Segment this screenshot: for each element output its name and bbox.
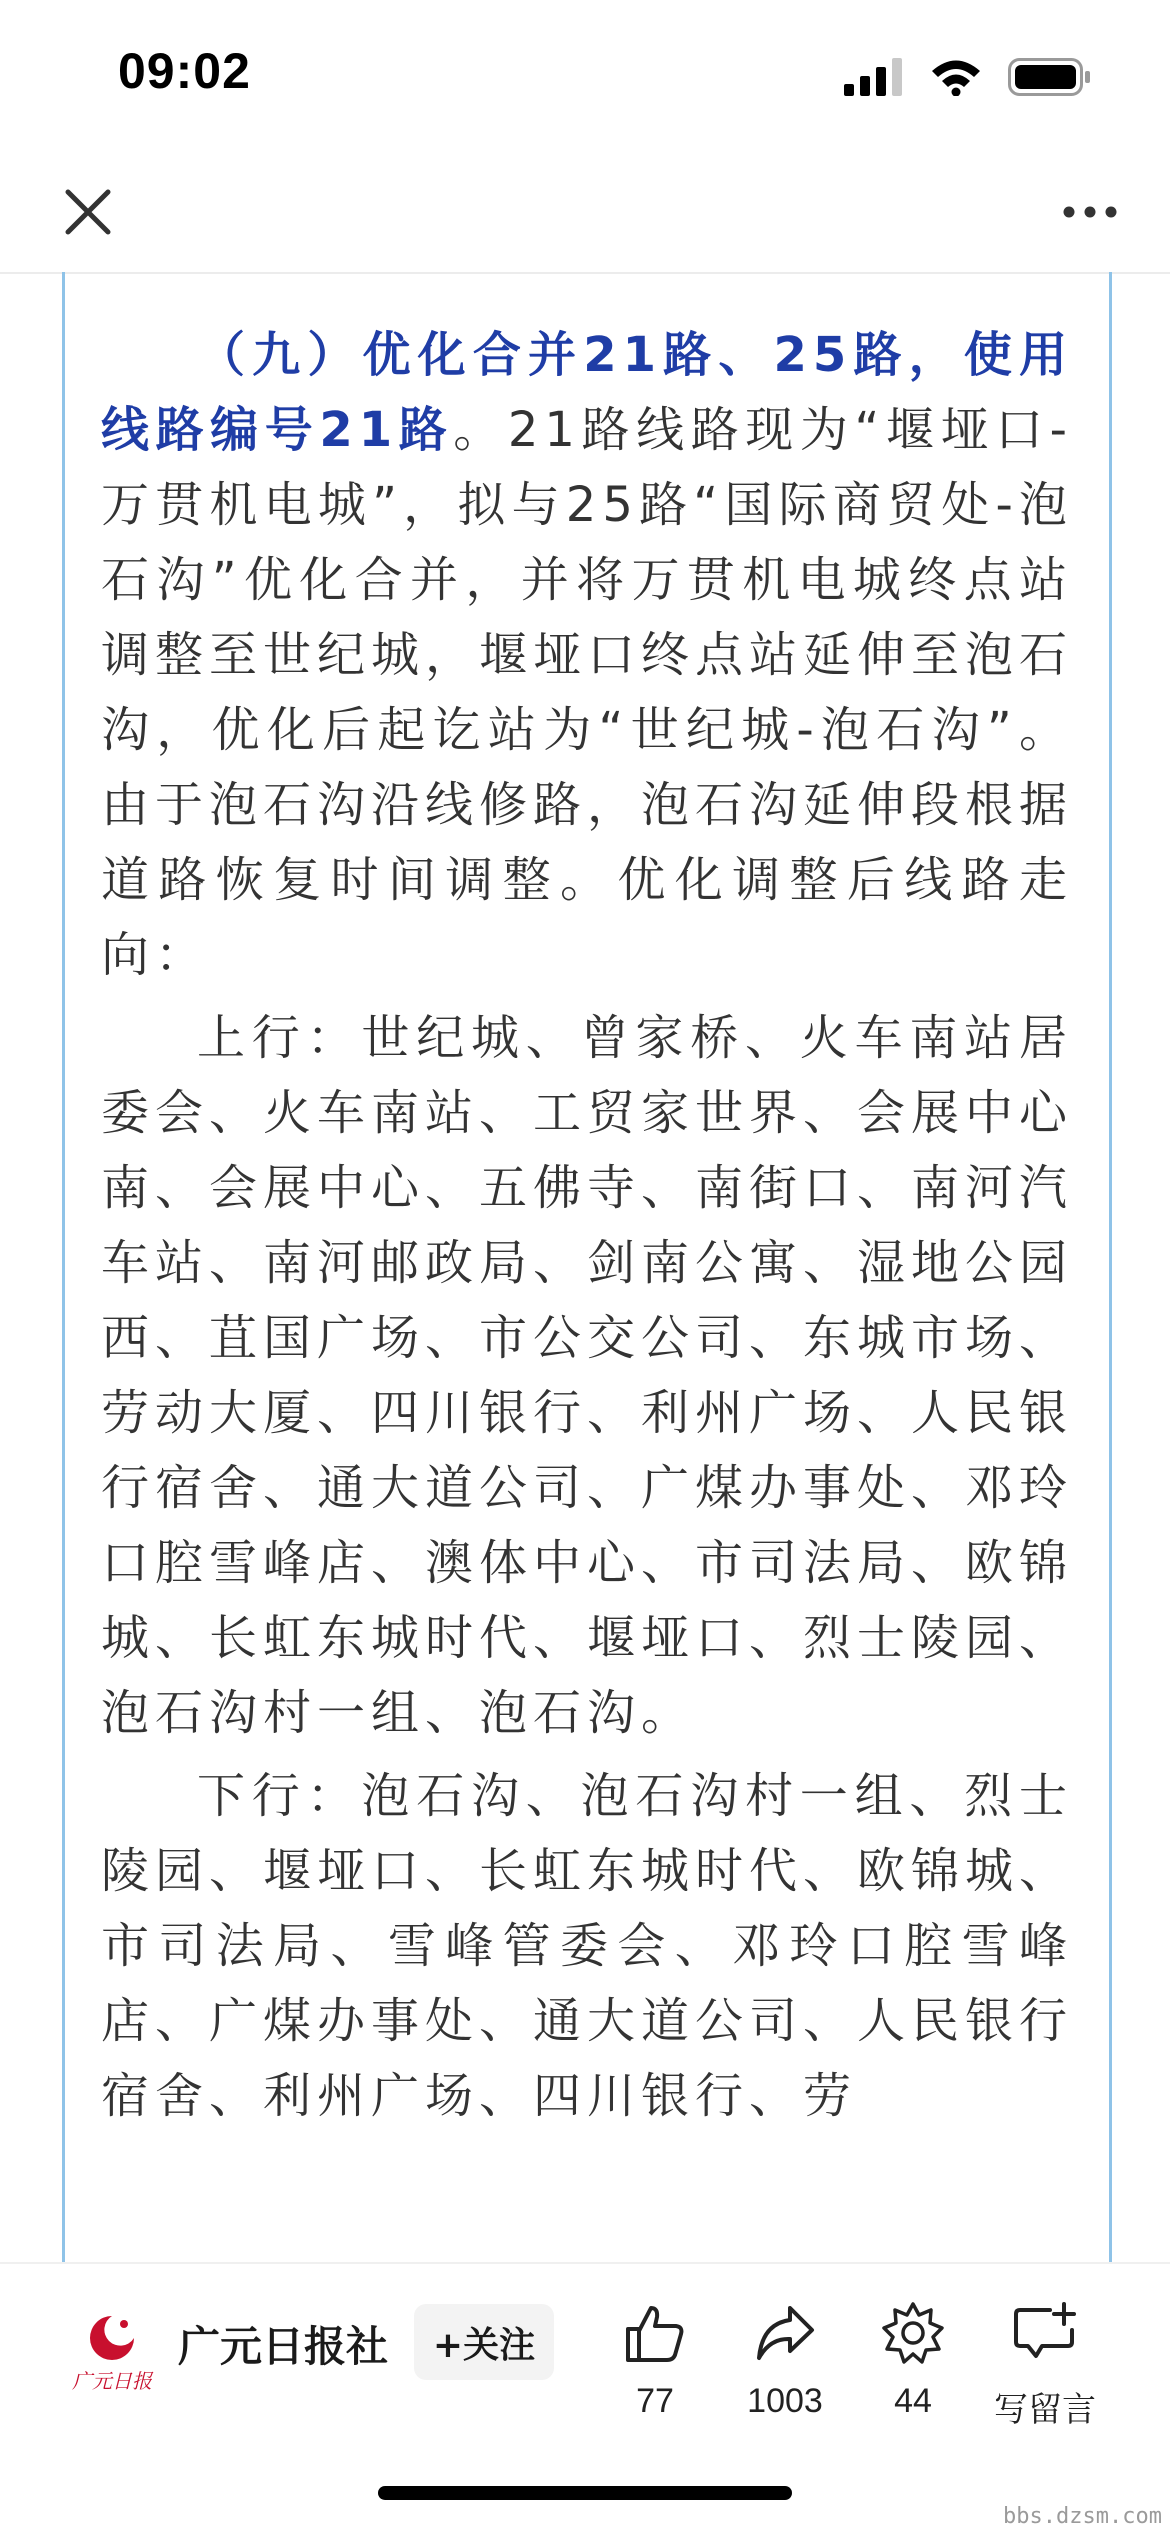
favorite-count: 44 <box>894 2382 932 2420</box>
share-count: 1003 <box>747 2382 823 2420</box>
like-button[interactable] <box>580 2296 730 2421</box>
home-indicator[interactable] <box>378 2486 792 2500</box>
publisher-logo[interactable] <box>62 2302 162 2402</box>
article-text <box>101 318 1073 2134</box>
battery-icon <box>1008 58 1092 100</box>
publisher-name[interactable]: 广元日报社 <box>178 2322 389 2371</box>
wow-icon <box>881 2301 945 2365</box>
article-paragraph-upbound: 上行：世纪城、曾家桥、火车南站居委会、火车南站、工贸家世界、会展中心南、会展中心、五佛寺、南街口、南河汽车站、南河邮政局、剑南公寓、湿地公园西、苴国广场、市公交公司、东城市场、劳动大厦、四川银行、利州广场、人民银行宿舍、通大道公司、广煤办事处、邓玲口腔雪峰店、澳体中心、市司法局、欧锦城、长虹东城时代、堰垭口、烈士陵园、泡石沟村一组、泡石沟。 <box>101 1010 1074 1741</box>
comment-button[interactable] <box>970 2296 1120 2431</box>
status-bar <box>0 0 1170 150</box>
close-icon <box>64 188 112 236</box>
comment-add-icon <box>1012 2302 1078 2364</box>
article-paragraph-downbound: 下行：泡石沟、泡石沟村一组、烈士陵园、堰垭口、长虹东城时代、欧锦城、市司法局、雪峰管委会、邓玲口腔雪峰店、广煤办事处、通大道公司、人民银行宿舍、利州广场、四川银行、劳 <box>101 1768 1074 2124</box>
close-button[interactable] <box>48 172 128 252</box>
follow-button[interactable]: +关注 <box>414 2304 554 2380</box>
nav-bar <box>0 150 1170 274</box>
favorite-button[interactable] <box>838 2296 988 2421</box>
more-icon <box>1062 205 1118 219</box>
section-heading: （九）优化合并21路、25路，使用线路编号21路 <box>101 327 1073 458</box>
comment-label: 写留言 <box>994 2391 1096 2429</box>
bottom-action-bar <box>0 2262 1170 2534</box>
status-time: 09:02 <box>118 43 251 99</box>
watermark: bbs.dzsm.com <box>1003 2504 1162 2529</box>
signal-icon <box>844 58 904 100</box>
more-button[interactable] <box>1050 172 1130 252</box>
svg-text:广元日报: 广元日报 <box>72 2369 152 2393</box>
status-icons <box>844 58 1092 100</box>
article-paragraph-intro <box>101 318 1073 993</box>
thumbs-up-icon <box>624 2302 686 2364</box>
wifi-icon <box>930 58 982 100</box>
article-content <box>62 272 1112 2262</box>
intro-body: 。21路线路现为“堰垭口-万贯机电城”，拟与25路“国际商贸处-泡石沟”优化合并，并将万贯机电城终点站调整至世纪城，堰垭口终点站延伸至泡石沟，优化后起讫站为“世纪城-泡石沟”。由于泡石沟沿线修路，泡石沟延伸段根据道路恢复时间调整。优化调整后线路走向： <box>101 402 1074 983</box>
share-icon <box>754 2302 816 2364</box>
like-count: 77 <box>636 2382 674 2420</box>
